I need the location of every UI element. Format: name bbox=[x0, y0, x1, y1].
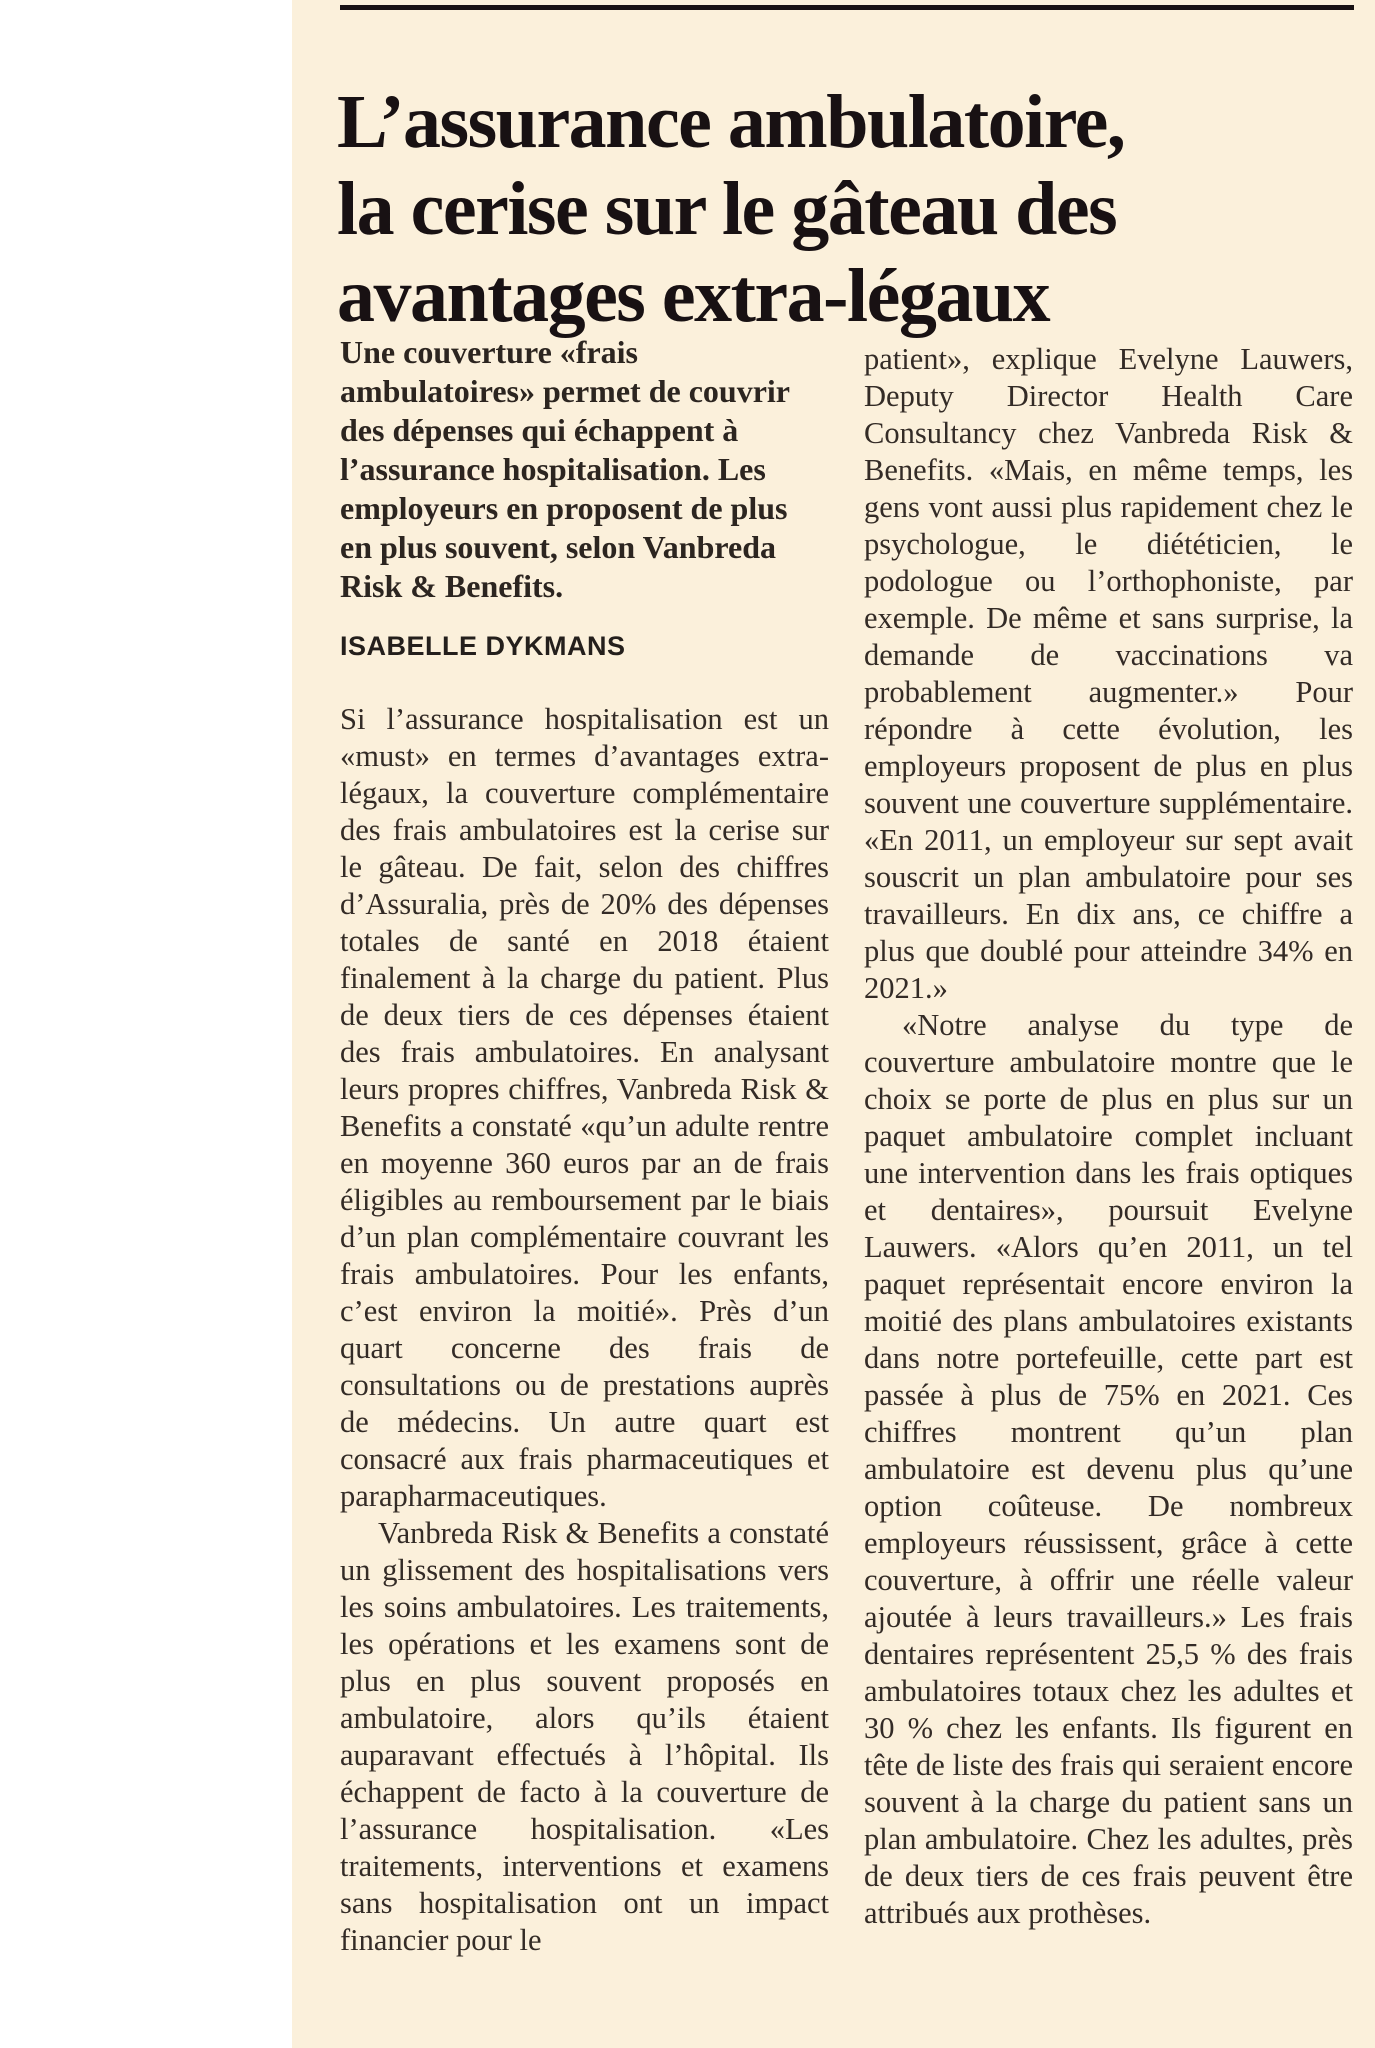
headline-line-1: L’assurance ambulatoire, bbox=[337, 79, 1125, 164]
body-paragraph: Si l’assurance hospitalisation est un «must» en termes d’avantages extra-légaux, la couverture complémentaire des frais ambulatoires est la cerise sur le gâteau. De fait, selon des chiffres d’Assuralia, près de 20% des dépenses totales de santé en 2018 étaient finalement à la charge du patient. Plus de deux tiers de ces dépenses étaient des frais ambulatoires. En analysant leurs propres chiffres, Vanbreda Risk & Benefits a constaté «qu’un adulte rentre en moyenne 360 euros par an de frais éligibles au remboursement par le biais d’un plan complémentaire couvrant les frais ambulatoires. Pour les enfants, c’est environ la moitié». Près d’un quart concerne des frais de consultations ou de prestations auprès de médecins. Un autre quart est consacré aux frais pharmaceutiques et parapharmaceutiques. bbox=[340, 702, 829, 1513]
author-byline: ISABELLE DYKMANS bbox=[340, 631, 626, 661]
body-paragraph: Vanbreda Risk & Benefits a constaté un glissement des hospitalisations vers les soins ambulatoires. Les traitements, les opérations et les examens sont de plus en plus souvent proposés en ambulatoire, alors qu’ils étaient auparavant effectués à l’hôpital. Ils échappent de facto à la couverture de l’assurance hospitalisation. «Les traitements, interventions et examens sans hospitalisation ont un impact financier pour le bbox=[340, 1516, 829, 1957]
body-column-left bbox=[340, 701, 829, 1959]
article-headline bbox=[337, 79, 1353, 340]
body-column-right bbox=[864, 341, 1353, 1932]
headline-line-2: la cerise sur le gâteau des bbox=[337, 166, 1117, 251]
body-paragraph: patient», explique Evelyne Lauwers, Deputy Director Health Care Consultancy chez Vanbreda Risk & Benefits. «Mais, en même temps, les gens vont aussi plus rapidement chez le psychologue, le diététicien, le podologue ou l’orthophoniste, par exemple. De même et sans surprise, la demande de vaccinations va probablement augmenter.» Pour répondre à cette évolution, les employeurs proposent de plus en plus souvent une couverture supplémentaire. «En 2011, un employeur sur sept avait souscrit un plan ambulatoire pour ses travailleurs. En dix ans, ce chiffre a plus que doublé pour atteindre 34% en 2021.» bbox=[864, 342, 1353, 1005]
body-paragraph: «Notre analyse du type de couverture ambulatoire montre que le choix se porte de plus en plus sur un paquet ambulatoire complet incluant une intervention dans les frais optiques et dentaires», poursuit Evelyne Lauwers. «Alors qu’en 2011, un tel paquet représentait encore environ la moitié des plans ambulatoires existants dans notre portefeuille, cette part est passée à plus de 75% en 2021. Ces chiffres montrent qu’un plan ambulatoire est devenu plus qu’une option coûteuse. De nombreux employeurs réussissent, grâce à cette couverture, à offrir une réelle valeur ajoutée à leurs travailleurs.» Les frais dentaires représentent 25,5 % des frais ambulatoires totaux chez les adultes et 30 % chez les enfants. Ils figurent en tête de liste des frais qui seraient encore souvent à la charge du patient sans un plan ambulatoire. Chez les adultes, près de deux tiers de ces frais peuvent être attribués aux prothèses. bbox=[864, 1008, 1353, 1930]
headline-line-3: avantages extra-légaux bbox=[337, 253, 1050, 338]
top-rule-divider bbox=[340, 5, 1354, 10]
article-standfirst: Une couverture «frais ambulatoires» permet de couvrir des dépenses qui échappent à l’assurance hospitalisation. Les employeurs en proposent de plus en plus souvent, selon Vanbreda Risk & Benefits. bbox=[340, 334, 790, 604]
